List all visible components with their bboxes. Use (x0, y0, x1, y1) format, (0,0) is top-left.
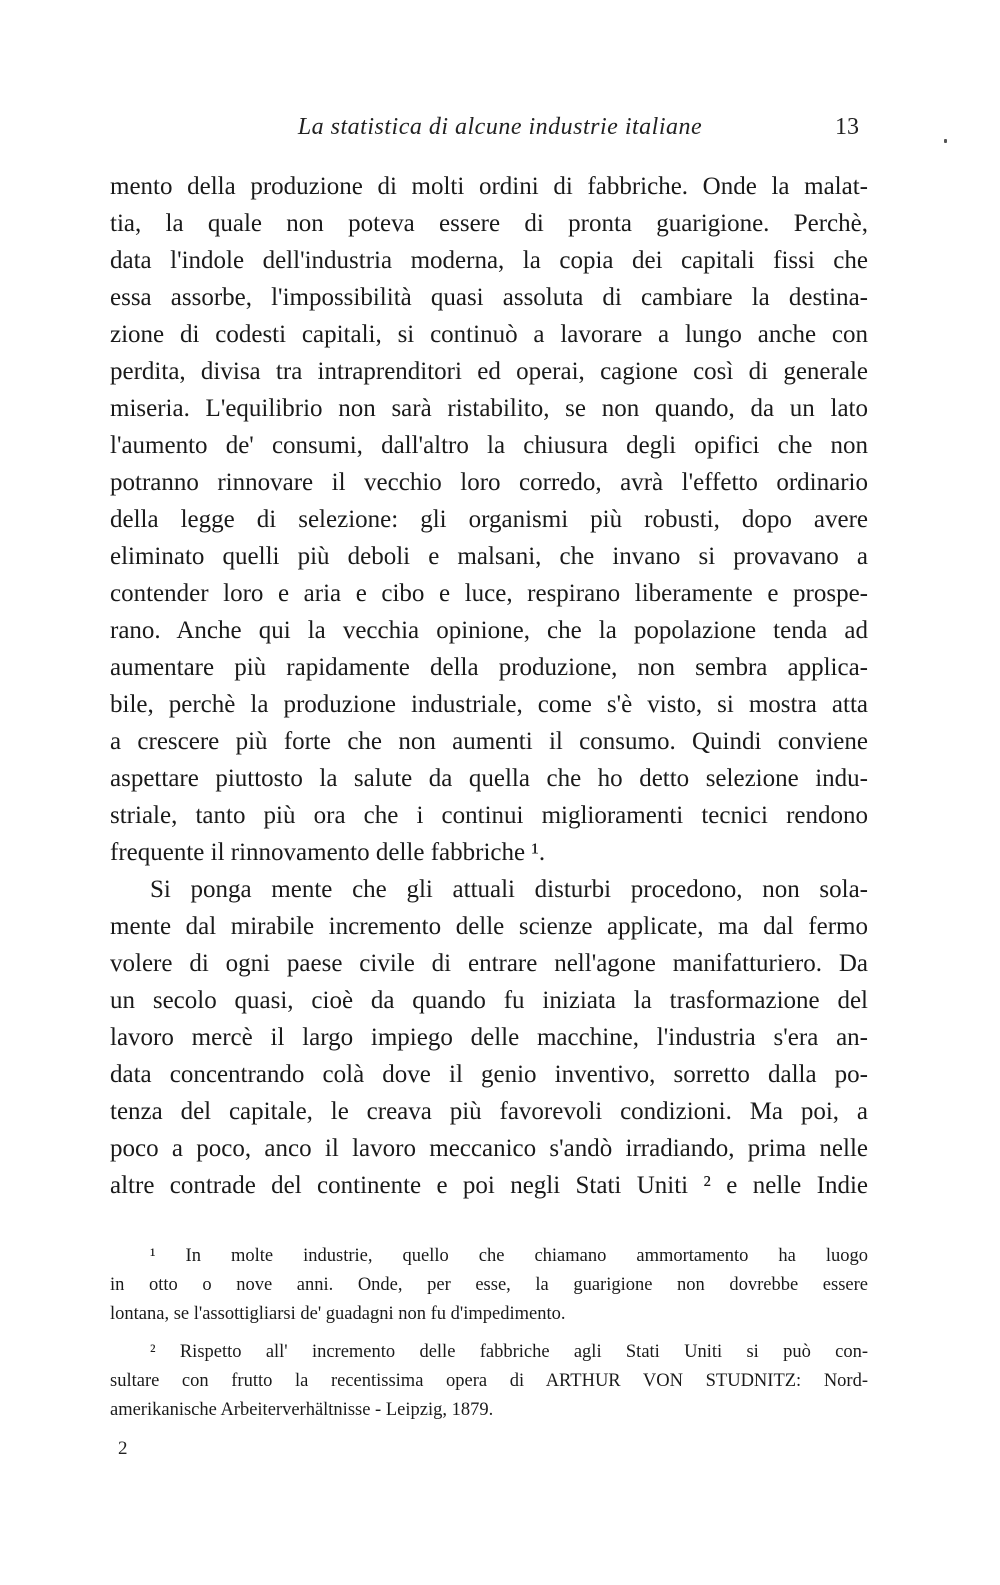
body-line: aspettare piuttosto la salute da quella che ho detto selezione indu- (110, 765, 868, 792)
body-line: altre contrade del continente e poi negli Stati Uniti ² e nelle Indie (110, 1172, 868, 1199)
body-line: perdita, divisa tra intraprenditori ed operai, cagione così di generale (110, 358, 868, 385)
body-line: mente dal mirabile incremento delle scienze applicate, ma dal fermo (110, 913, 868, 940)
body-line: potranno rinnovare il vecchio loro corredo, avrà l'effetto ordinario (110, 469, 868, 496)
body-line: a crescere più forte che non aumenti il consumo. Quindi conviene (110, 728, 868, 755)
printer-signature-mark: 2 (118, 1438, 128, 1459)
body-line: della legge di selezione: gli organismi più robusti, dopo avere (110, 506, 868, 533)
page-number: 13 (835, 114, 859, 140)
body-line: rano. Anche qui la vecchia opinione, che la popolazione tenda ad (110, 617, 868, 644)
body-line: l'aumento de' consumi, dall'altro la chiusura degli opifici che non (110, 432, 868, 459)
body-line: striale, tanto più ora che i continui miglioramenti tecnici rendono (110, 802, 868, 829)
body-line: volere di ogni paese civile di entrare nell'agone manifatturiero. Da (110, 950, 868, 977)
stray-ink-mark (944, 139, 947, 143)
body-line: frequente il rinnovamento delle fabbriche ¹. (110, 839, 546, 866)
body-line: mento della produzione di molti ordini di fabbriche. Onde la malat- (110, 173, 868, 200)
body-line: tenza del capitale, le creava più favorevoli condizioni. Ma poi, a (110, 1098, 868, 1125)
body-line: contender loro e aria e cibo e luce, respirano liberamente e prospe- (110, 580, 868, 607)
body-line: miseria. L'equilibrio non sarà ristabilito, se non quando, da un lato (110, 395, 868, 422)
body-line: zione di codesti capitali, si continuò a lavorare a lungo anche con (110, 321, 868, 348)
body-line: lavoro mercè il largo impiego delle macchine, l'industria s'era an- (110, 1024, 868, 1051)
footnote-line: lontana, se l'assottigliarsi de' guadagni non fu d'impedimento. (110, 1304, 566, 1324)
body-line: essa assorbe, l'impossibilità quasi assoluta di cambiare la destina- (110, 284, 868, 311)
body-line: un secolo quasi, cioè da quando fu iniziata la trasformazione del (110, 987, 868, 1014)
body-line: Si ponga mente che gli attuali disturbi procedono, non sola- (150, 876, 868, 903)
body-line: aumentare più rapidamente della produzione, non sembra applica- (110, 654, 868, 681)
footnote-line: ¹ In molte industrie, quello che chiamano ammortamento ha luogo (150, 1246, 868, 1266)
body-line: data concentrando colà dove il genio inventivo, sorretto dalla po- (110, 1061, 868, 1088)
footnote-line: in otto o nove anni. Onde, per esse, la guarigione non dovrebbe essere (110, 1275, 868, 1295)
body-line: data l'indole dell'industria moderna, la copia dei capitali fissi che (110, 247, 868, 274)
body-line: poco a poco, anco il lavoro meccanico s'andò irradiando, prima nelle (110, 1135, 868, 1162)
body-line: tia, la quale non poteva essere di pronta guarigione. Perchè, (110, 210, 868, 237)
footnote-line: ² Rispetto all' incremento delle fabbriche agli Stati Uniti si può con- (150, 1342, 868, 1362)
running-title: La statistica di alcune industrie italiane (297, 114, 703, 140)
footnote-line: amerikanische Arbeiterverhältnisse - Leipzig, 1879. (110, 1400, 494, 1420)
body-line: bile, perchè la produzione industriale, come s'è visto, si mostra atta (110, 691, 868, 718)
body-line: eliminato quelli più deboli e malsani, che invano si provavano a (110, 543, 868, 570)
footnote-line: sultare con frutto la recentissima opera di ARTHUR VON STUDNITZ: Nord- (110, 1371, 868, 1391)
